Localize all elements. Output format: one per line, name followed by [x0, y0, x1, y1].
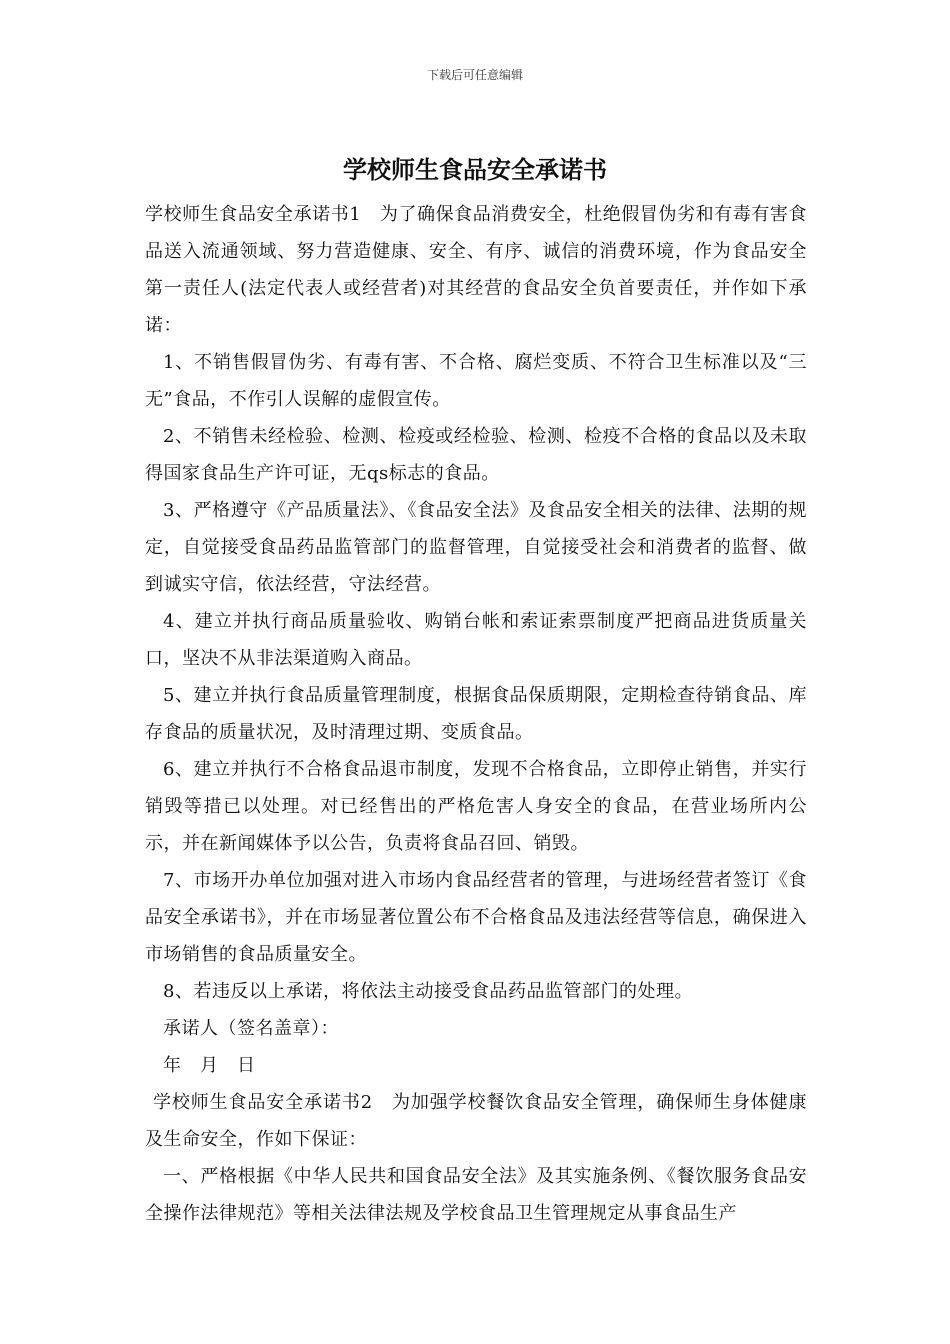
- paragraph-item-7: 7、市场开办单位加强对进入市场内食品经营者的管理，与进场经营者签订《食品安全承诺书》，并在市场显著位置公布不合格食品及违法经营等信息，确保进入市场销售的食品质量安全。: [145, 870, 807, 965]
- paragraph-intro-2: 学校师生食品安全承诺书2 为加强学校餐饮食品安全管理，确保师生身体健康及生命安全，作如下保证：: [145, 1092, 807, 1150]
- paragraph-item-1: 1、不销售假冒伪劣、有毒有害、不合格、腐烂变质、不符合卫生标准以及“三无”食品，不作引人误解的虚假宣传。: [145, 352, 807, 410]
- paragraph-item-3: 3、严格遵守《产品质量法》、《食品安全法》及食品安全相关的法律、法期的规定，自觉接受食品药品监管部门的监督管理，自觉接受社会和消费者的监督、做到诚实守信，依法经营，守法经营。: [145, 500, 807, 595]
- date-line: 年 月 日: [163, 1055, 256, 1076]
- paragraph-intro-1: 学校师生食品安全承诺书1 为了确保食品消费安全，杜绝假冒伪劣和有毒有害食品送入流通领域、努力营造健康、安全、有序、诚信的消费环境，作为食品安全第一责任人(法定代表人或经营者)对其经营的食品安全负首要责任，并作如下承诺：: [145, 204, 807, 336]
- paragraph-section-1: 一、严格根据《中华人民共和国食品安全法》及其实施条例、《餐饮服务食品安全操作法律规范》等相关法律法规及学校食品卫生管理规定从事食品生产: [145, 1166, 807, 1224]
- document-title: 学校师生食品安全承诺书: [343, 156, 607, 184]
- document-body: [145, 196, 807, 1232]
- header-note: 下载后可任意编辑: [426, 68, 523, 82]
- signature-line: 承诺人（签名盖章）：: [163, 1018, 339, 1039]
- paragraph-item-2: 2、不销售未经检验、检测、检疫或经检验、检测、检疫不合格的食品以及未取得国家食品生产许可证，无qs标志的食品。: [145, 426, 807, 484]
- paragraph-item-5: 5、建立并执行食品质量管理制度，根据食品保质期限，定期检查待销食品、库存食品的质量状况，及时清理过期、变质食品。: [145, 685, 807, 743]
- paragraph-item-4: 4、建立并执行商品质量验收、购销台帐和索证索票制度严把商品进货质量关口，坚决不从非法渠道购入商品。: [145, 611, 807, 669]
- paragraph-item-6: 6、建立并执行不合格食品退市制度，发现不合格食品，立即停止销售，并实行销毁等措已以处理。对已经售出的严格危害人身安全的食品，在营业场所内公示，并在新闻媒体予以公告，负责将食品召回、销毁。: [145, 759, 807, 854]
- paragraph-item-8: 8、若违反以上承诺，将依法主动接受食品药品监管部门的处理。: [163, 981, 693, 1002]
